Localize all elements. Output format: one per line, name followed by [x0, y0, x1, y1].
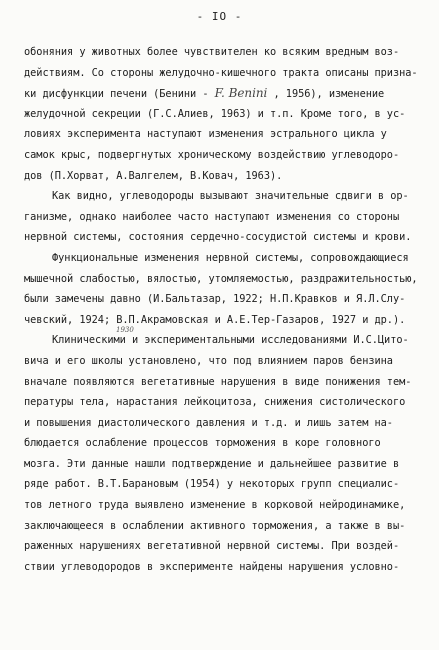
page-number: - IO -: [196, 10, 243, 23]
text-line: обоняния у животных более чувствителен ко всяким вредным воз-: [24, 46, 400, 58]
text-line: Клиническими и экспериментальными исследованиями И.С.Цито-: [52, 334, 409, 347]
text-line: чевский, 1924; В.П.Акрамовская и А.Е.Тер-Газаров, 1927 и др.).: [24, 313, 406, 326]
text-line: мышечной слабостью, вялостью, утомляемостью, раздражительностью,: [24, 272, 418, 285]
text-line: [24, 83, 424, 104]
text-line: действиям. Со стороны желудочно-кишечного тракта описаны призна-: [24, 66, 418, 79]
text-line: мозга. Эти данные нашли подтверждение и дальнейшее развитие в: [24, 457, 400, 470]
text-line: нервной системы, состояния сердечно-сосудистой системы и крови.: [24, 231, 412, 244]
handwritten-year-note: 1930: [116, 326, 134, 334]
text-line: заключающееся в ослаблении активного торможения, а также в вы-: [24, 519, 406, 532]
text-line: тов летного труда выявлено изменение в корковой нейродинамике,: [24, 499, 406, 512]
text-line: пературы тела, нарастания лейкоцитоза, снижения систолического: [24, 396, 406, 409]
text-line: вича и его школы установлено, что под влиянием паров бензина: [24, 354, 393, 367]
handwritten-name: F. Benini: [214, 86, 268, 101]
text-line: вначале появляются вегетативные нарушения в виде понижения тем-: [24, 375, 412, 388]
text-line: желудочной секреции (Г.С.Алиев, 1963) и т.п. Кроме того, в ус-: [24, 107, 406, 120]
text-segment: ки дисфункции печени (Бенини -: [24, 88, 215, 101]
text-line: самок крыс, подвергнутых хроническому воздействию углеводоро-: [24, 148, 400, 161]
text-line: были замечены давно (И.Бальтазар, 1922; Н.П.Кравков и Я.Л.Слу-: [24, 293, 406, 306]
text-line: Как видно, углеводороды вызывают значительные сдвиги в ор-: [52, 190, 409, 203]
text-line: ловиях эксперимента наступают изменения эстрального цикла у: [24, 128, 387, 141]
text-line: блюдается ослабление процессов торможения в коре головного: [24, 437, 381, 450]
body-text: [24, 42, 424, 577]
text-line: раженных нарушениях вегетативной нервной системы. При воздей-: [24, 540, 400, 553]
text-segment: , 1956), изменение: [267, 88, 385, 101]
text-line: и повышения диастолического давления и т.д. и лишь затем на-: [24, 416, 393, 429]
text-line: ганизме, однако наиболее часто наступают изменения со стороны: [24, 210, 400, 223]
text-line: ствии углеводородов в эксперименте найдены нарушения условно-: [24, 560, 400, 573]
text-line: дов (П.Хорват, А.Валгелем, В.Ковач, 1963).: [24, 169, 283, 182]
text-line: ряде работ. В.Т.Барановым (1954) у некоторых групп специалис-: [24, 478, 400, 491]
text-line: Функциональные изменения нервной системы, сопровождающиеся: [52, 251, 409, 264]
